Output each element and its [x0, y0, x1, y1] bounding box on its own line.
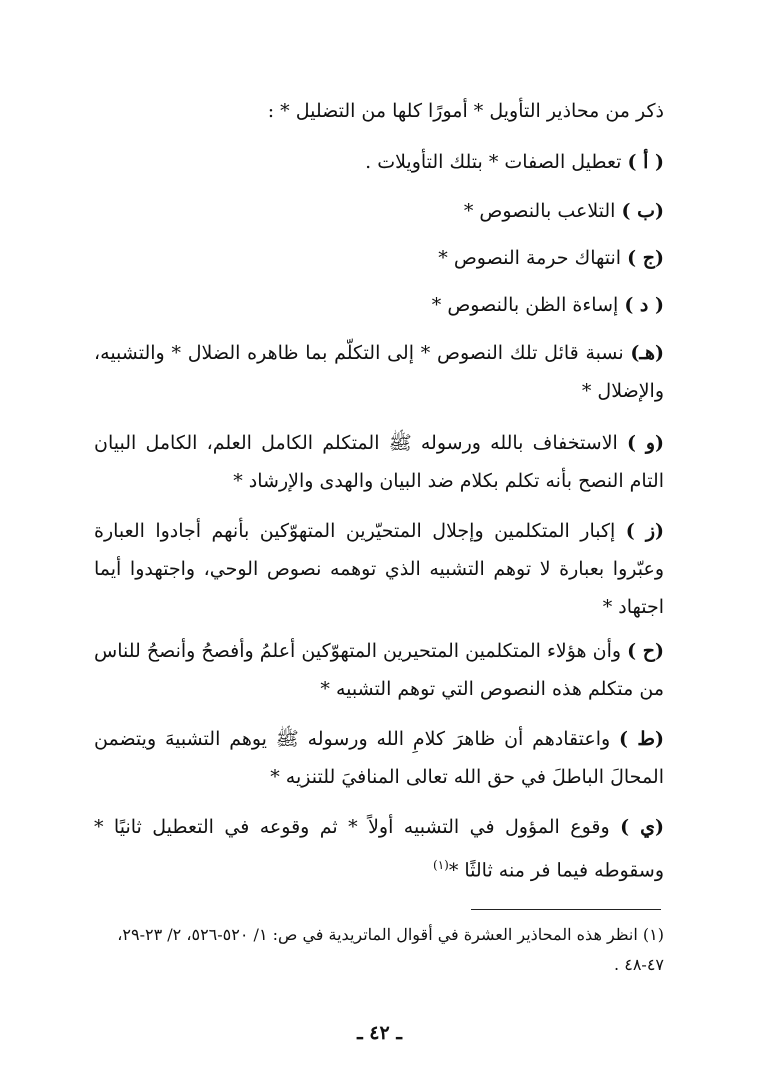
footnote-divider — [471, 909, 661, 910]
list-item — [94, 286, 664, 324]
footnote-ref[interactable]: (١) — [433, 858, 449, 872]
item-text: نسبة قائل تلك النصوص * إلى التكلّم بما ظاهره الضلال * والتشبيه، والإضلال * — [94, 342, 664, 402]
item-text: الاستخفاف بالله ورسوله ﷺ المتكلم الكامل العلم، الكامل البيان التام النصح بأنه تكلم بكلام ضد البيان والهدى والإرشاد * — [94, 432, 664, 492]
item-label: (و ) — [627, 432, 664, 454]
list-item — [94, 143, 664, 181]
item-text: انتهاك حرمة النصوص * — [438, 247, 622, 269]
item-text: وأن هؤلاء المتكلمين المتحيرين المتهوّكين أعلمُ وأفصحُ وأنصحُ للناس من متكلم هذه النصوص التي توهم التشبيه * — [94, 640, 664, 700]
list-item — [94, 808, 664, 889]
item-text: التلاعب بالنصوص * — [463, 200, 616, 222]
item-label: (ب ) — [621, 200, 664, 222]
item-label: (ط ) — [619, 728, 664, 750]
list-item — [94, 239, 664, 277]
item-label: (ح ) — [627, 640, 664, 662]
list-item — [94, 512, 664, 626]
item-text: تعطيل الصفات * بتلك التأويلات . — [365, 151, 622, 173]
list-item — [94, 632, 664, 708]
item-text: إساءة الظن بالنصوص * — [431, 294, 619, 316]
item-label: ( د ) — [624, 294, 664, 316]
item-label: (هـ) — [630, 342, 664, 364]
item-label: (ز ) — [625, 520, 664, 542]
list-item — [94, 334, 664, 410]
item-text: واعتقادهم أن ظاهرَ كلامِ الله ورسوله ﷺ يوهم التشبيهَ ويتضمن المحالَ الباطلَ في حق الله تعالى المنافيَ للتنزيه * — [94, 728, 664, 788]
item-text: إكبار المتكلمين وإجلال المتحيّرين المتهوّكين بأنهم أجادوا العبارة وعبّروا بعبارة لا توهم التشبيه الذي توهمه نصوص الوحي، واجتهدوا أيما اجتهاد * — [94, 520, 664, 618]
item-text: وقوع المؤول في التشبيه أولاً * ثم وقوعه في التعطيل ثانيًا * وسقوطه فيما فر منه ثالثًا * — [94, 816, 664, 882]
intro-line: ذكر من محاذير التأويل * أمورًا كلها من التضليل * : — [267, 100, 664, 122]
footnote: (١) انظر هذه المحاذير العشرة في أقوال الماتريدية في ص: ١/ ٥٢٠-٥٢٦، ٢/ ٢٣-٢٩، ٤٧-٤٨ . — [117, 925, 664, 974]
page-number: ـ ٤٢ ـ — [357, 1022, 402, 1044]
item-label: (ج ) — [627, 247, 664, 269]
list-item — [94, 720, 664, 796]
list-item — [94, 192, 664, 230]
item-label: (ي ) — [620, 816, 664, 838]
list-item — [94, 424, 664, 500]
item-label: ( أ ) — [627, 151, 664, 173]
